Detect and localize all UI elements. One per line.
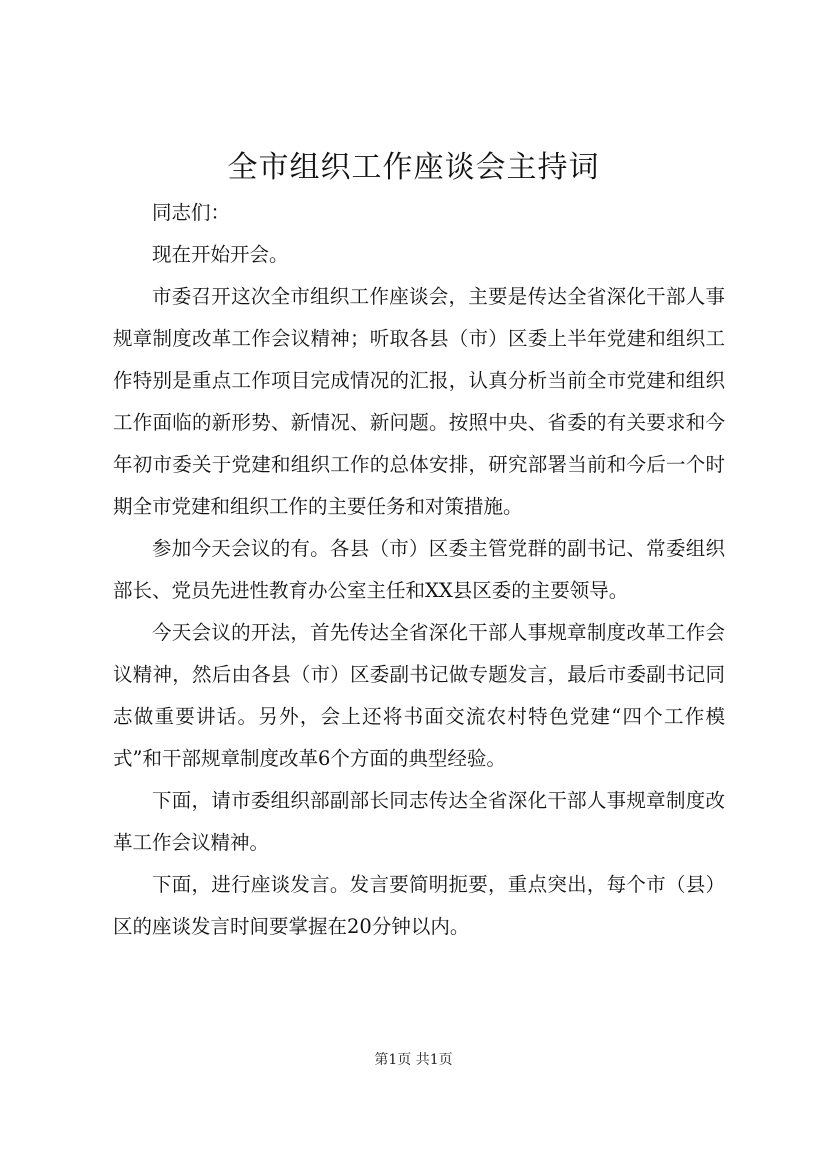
paragraph-1: 现在开始开会。 [152, 243, 289, 266]
document-body [113, 192, 725, 948]
page-footer: 第1页 共1页 [374, 1052, 453, 1068]
document-title: 全市组织工作座谈会主持词 [227, 150, 600, 185]
paragraph-4: 今天会议的开法，首先传达全省深化干部人事规章制度改革工作会议精神，然后由各县（市）区委副书记做专题发言，最后市委副书记同志做重要讲话。另外，会上还将书面交流农村特色党建“四个工作模式”和干部规章制度改革6个方面的典型经验。 [113, 621, 725, 770]
paragraph-6: 下面，进行座谈发言。发言要简明扼要，重点突出，每个市（县）区的座谈发言时间要掌握在20分钟以内。 [113, 873, 725, 938]
salutation: 同志们： [152, 201, 231, 224]
paragraph-5: 下面，请市委组织部副部长同志传达全省深化干部人事规章制度改革工作会议精神。 [113, 789, 725, 854]
paragraph-2: 市委召开这次全市组织工作座谈会，主要是传达全省深化干部人事规章制度改革工作会议精神；听取各县（市）区委上半年党建和组织工作特别是重点工作项目完成情况的汇报，认真分析当前全市党建和组织工作面临的新形势、新情况、新问题。按照中央、省委的有关要求和今年初市委关于党建和组织工作的总体安排，研究部署当前和今后一个时期全市党建和组织工作的主要任务和对策措施。 [113, 285, 725, 518]
paragraph-3: 参加今天会议的有。各县（市）区委主管党群的副书记、常委组织部长、党员先进性教育办公室主任和XX县区委的主要领导。 [113, 537, 725, 602]
